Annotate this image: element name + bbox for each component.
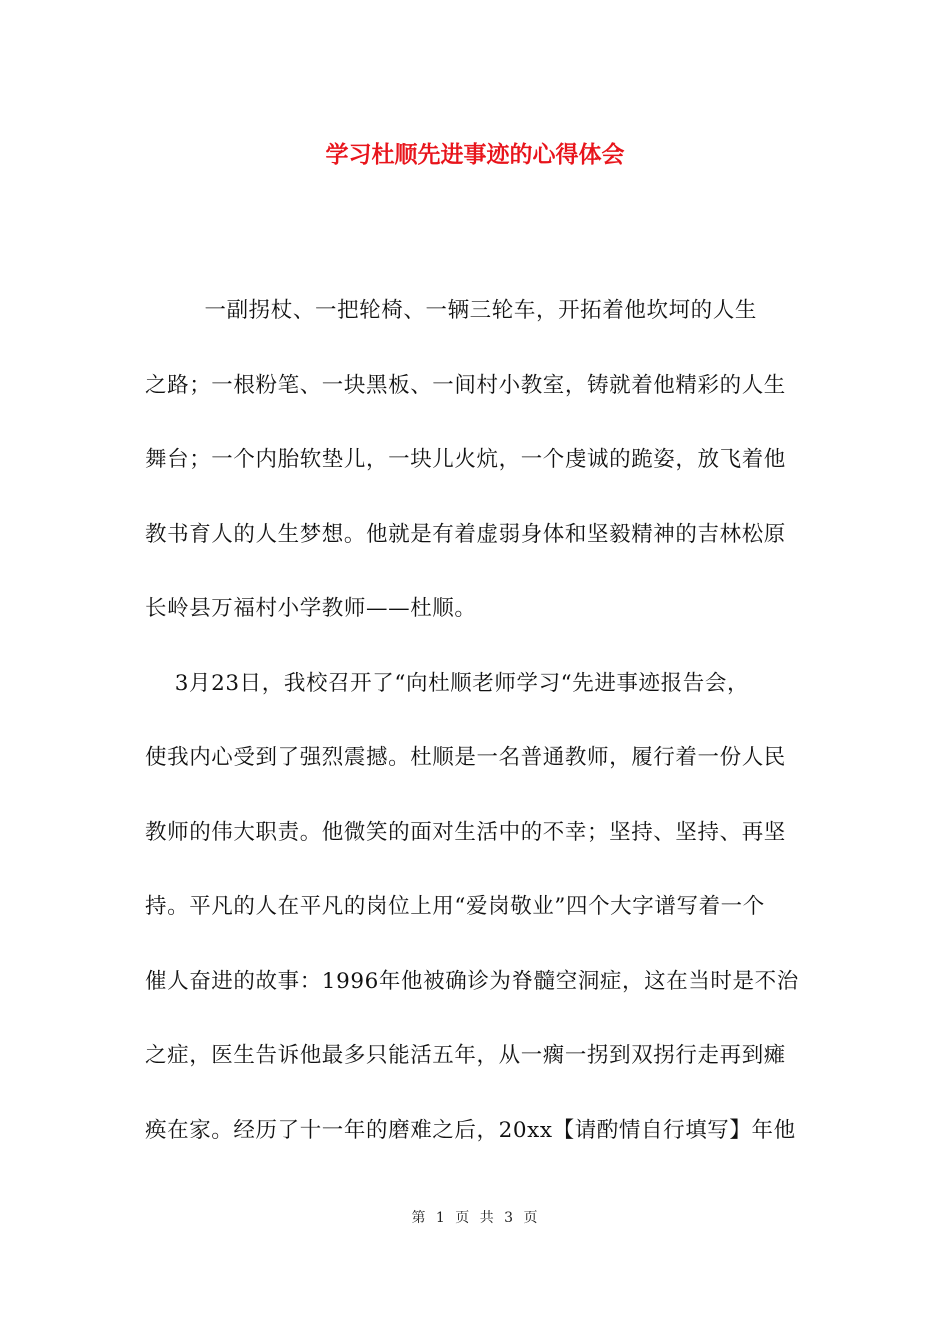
body-line: 使我内心受到了强烈震撼。杜顺是一名普通教师，履行着一份人民 (145, 745, 786, 770)
page-number-footer (0, 1208, 950, 1228)
body-line: 教书育人的人生梦想。他就是有着虚弱身体和坚毅精神的吉林松原 (145, 521, 786, 547)
body-line: 舞台；一个内胎软垫儿，一块儿火炕，一个虔诚的跪姿，放飞着他 (145, 447, 786, 472)
footer-total-word: 共 (479, 1210, 495, 1226)
body-line: 3月23日，我校召开了“向杜顺老师学习“先进事迹报告会， (145, 670, 750, 696)
footer-current-page: 1 (435, 1210, 446, 1226)
body-line: 持。平凡的人在平凡的岗位上用“爱岗敬业”四个大字谱写着一个 (145, 894, 765, 919)
body-line: 教师的伟大职责。他微笑的面对生活中的不幸；坚持、坚持、再坚 (145, 819, 786, 845)
body-line: 催人奋进的故事：1996年他被确诊为脊髓空洞症，这在当时是不治 (145, 968, 799, 994)
body-line: 痪在家。经历了十一年的磨难之后，20xx【请酌情自行填写】年他 (145, 1117, 796, 1143)
body-line: 之症，医生告诉他最多只能活五年，从一瘸一拐到双拐行走再到瘫 (145, 1043, 786, 1068)
footer-suffix: 页 (523, 1210, 539, 1226)
footer-prefix: 第 (411, 1210, 427, 1226)
document-title: 学习杜顺先进事迹的心得体会 (325, 141, 625, 168)
footer-page-word: 页 (455, 1210, 471, 1226)
document-body (145, 274, 805, 1168)
footer-total-pages: 3 (504, 1210, 515, 1226)
body-line: 之路；一根粉笔、一块黑板、一间村小教室，铸就着他精彩的人生 (145, 372, 786, 398)
body-line: 一副拐杖、一把轮椅、一辆三轮车，开拓着他坎坷的人生 (145, 298, 757, 323)
body-line: 长岭县万福村小学教师——杜顺。 (145, 596, 477, 621)
